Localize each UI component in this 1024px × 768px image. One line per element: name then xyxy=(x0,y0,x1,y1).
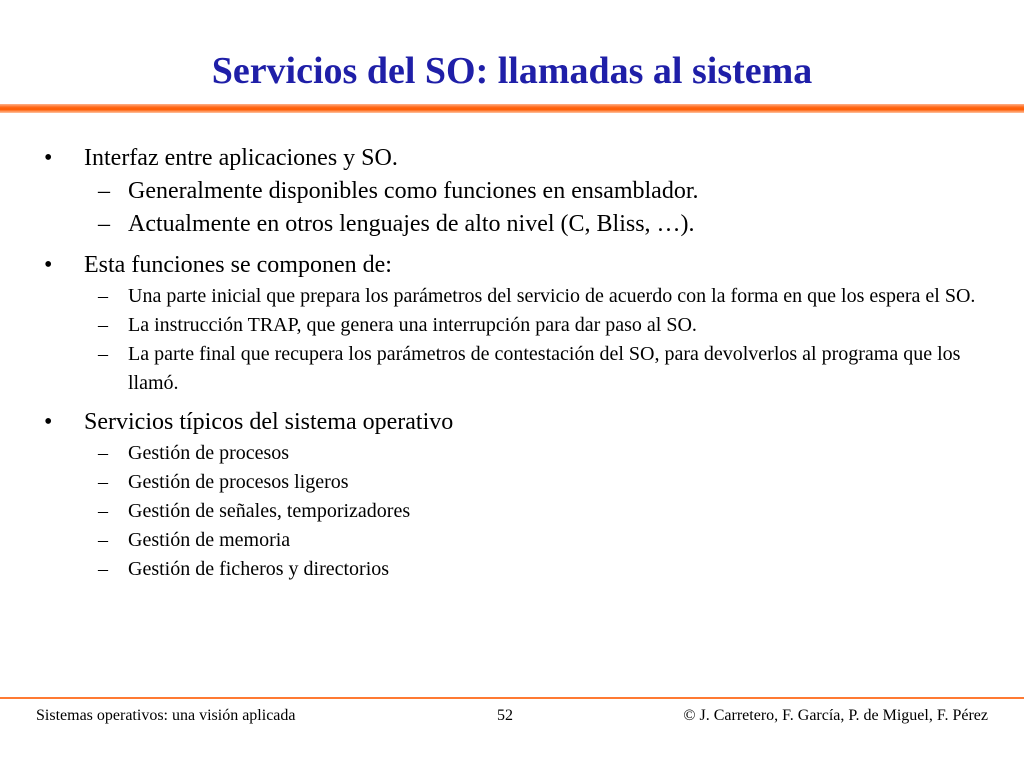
sub-bullet-text: Generalmente disponibles como funciones en ensamblador. xyxy=(128,178,699,204)
dash-marker: – xyxy=(98,500,108,522)
dash-marker: – xyxy=(98,442,108,464)
sub-bullet xyxy=(42,555,992,584)
bullet-text: Servicios típicos del sistema operativo xyxy=(84,409,454,435)
sub-bullet xyxy=(42,340,992,398)
bullet-funciones xyxy=(42,249,992,282)
footer-divider xyxy=(0,697,1024,699)
bullet-marker: • xyxy=(44,145,53,171)
sub-bullet xyxy=(42,497,992,526)
title-divider xyxy=(0,104,1024,113)
dash-marker: – xyxy=(98,471,108,493)
slide-body xyxy=(42,142,992,584)
spacer xyxy=(42,398,992,406)
sub-bullet xyxy=(42,311,992,340)
sub-bullet xyxy=(42,175,992,208)
sub-bullet-text: Gestión de procesos xyxy=(128,442,290,464)
dash-marker: – xyxy=(98,285,108,307)
bullet-interfaz xyxy=(42,142,992,175)
bullet-marker: • xyxy=(44,252,53,278)
bullet-text: Interfaz entre aplicaciones y SO. xyxy=(84,145,398,171)
sub-bullet xyxy=(42,526,992,555)
dash-marker: – xyxy=(98,211,110,237)
sub-bullet-text: Una parte inicial que prepara los parámetros del servicio de acuerdo con la forma en que los espera el SO. xyxy=(128,285,976,307)
bullet-marker: • xyxy=(44,409,53,435)
sub-bullet xyxy=(42,439,992,468)
bullet-text: Esta funciones se componen de: xyxy=(84,252,392,278)
dash-marker: – xyxy=(98,529,108,551)
dash-marker: – xyxy=(98,178,110,204)
sub-bullet-text: Gestión de ficheros y directorios xyxy=(128,558,390,580)
spacer xyxy=(42,241,992,249)
footer-copyright: © J. Carretero, F. García, P. de Miguel, F. Pérez xyxy=(683,707,988,724)
sub-bullet-text: Gestión de memoria xyxy=(128,529,291,551)
page-number: 52 xyxy=(497,707,513,724)
sub-bullet-text: La parte final que recupera los parámetros de contestación del SO, para devolverlos al programa que los llamó. xyxy=(128,343,961,394)
sub-bullet xyxy=(42,208,992,241)
bullet-servicios xyxy=(42,406,992,439)
sub-bullet-text: La instrucción TRAP, que genera una interrupción para dar paso al SO. xyxy=(128,314,697,336)
dash-marker: – xyxy=(98,343,108,365)
sub-bullet-text: Actualmente en otros lenguajes de alto nivel (C, Bliss, …). xyxy=(128,211,695,237)
sub-bullet xyxy=(42,282,992,311)
dash-marker: – xyxy=(98,314,108,336)
footer-book-title: Sistemas operativos: una visión aplicada xyxy=(36,707,296,724)
sub-bullet xyxy=(42,468,992,497)
sub-bullet-text: Gestión de señales, temporizadores xyxy=(128,500,411,522)
sub-bullet-text: Gestión de procesos ligeros xyxy=(128,471,349,493)
slide-title: Servicios del SO: llamadas al sistema xyxy=(211,50,813,92)
dash-marker: – xyxy=(98,558,108,580)
